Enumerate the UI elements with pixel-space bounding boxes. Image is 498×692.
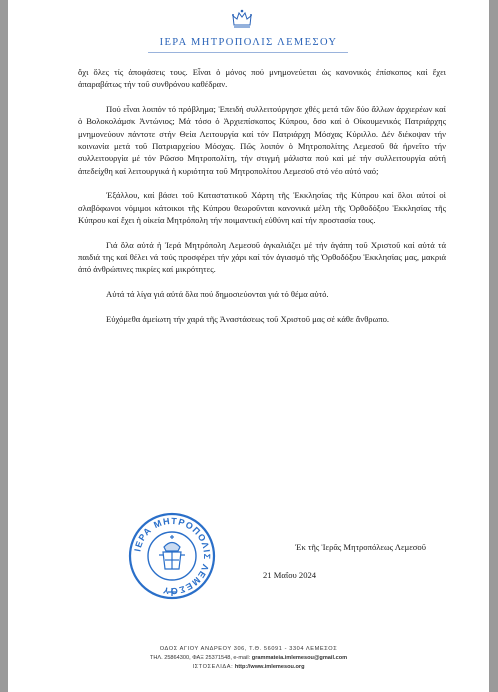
crown-icon — [231, 8, 253, 30]
header-title: ΙΕΡΑ ΜΗΤΡΟΠΟΛΙΣ ΛΕΜΕΣΟΥ — [159, 37, 338, 48]
paragraph-5: Αὐτά τά λίγα γιά αὐτά ὅλα πού δημοσιεύονται γιά τό θέμα αὐτό. — [106, 289, 329, 299]
paragraph-4: Γιά ὅλα αὐτά ἡ Ἱερά Μητρόπολη Λεμεσοῦ ἀγκαλιάζει μέ τήν ἀγάπη τοῦ Χριστοῦ καί αὐτά τά παιδιά της καί θέλει νά τούς προσφέρει τήν χάρι καί τόν ἁγιασμό τῆς Ὀρθοδόξου Ἐκκλησίας μας, μακριά ἀπό ἀνθρώπινες πικρίες καί μικρότητες. — [78, 239, 446, 275]
paragraph-1: ὄχι ὅλες τίς ἀποφάσεις τους. Εἶναι ὁ μόνος πού μνημονεύεται ὡς κανονικός ἐπίσκοπος καί ἔχει ἀπαραβάτως τήν τοῦ συνθρόνου καθέδραν. — [78, 67, 446, 90]
paragraph-6: Εὐχόμεθα ἀμείωτη τήν χαρά τῆς Ἀναστάσεως τοῦ Χριστοῦ μας σέ κάθε ἄνθρωπο. — [106, 313, 390, 324]
letter-body — [78, 66, 446, 337]
letter-page — [8, 0, 489, 692]
signoff-from: Ἐκ τῆς Ἱερᾶς Μητροπόλεως Λεμεσοῦ — [295, 542, 426, 552]
paragraph-3: Ἐξάλλου, καί βάσει τοῦ Καταστατικοῦ Χάρτη τῆς Ἐκκλησίας τῆς Κύπρου καί ὅλοι αὐτοί οἱ σλαβόφωνοι νόμιμοι κάτοικοι τῆς Κύπρου θεωροῦνται κανονικά μέλη τῆς Ὀρθοδόξου Ἐκκλησίας τῆς Κύπρου καί ἔχει ἡ οἰκεία Μητρόπολη τήν ποιμαντική εὐθύνη καί τήν προστασία τους. — [78, 190, 446, 226]
footer-contact — [8, 654, 489, 663]
footer-email[interactable]: grammateia.imlemesou@gmail.com — [251, 655, 348, 661]
metropolis-seal — [127, 511, 217, 601]
footer-web-link[interactable]: http://www.imlemesou.org — [234, 664, 305, 670]
signoff-date: 21 Μαΐου 2024 — [263, 570, 317, 580]
header-divider — [148, 52, 348, 53]
footer-address: ΟΔΟΣ ΑΓΙΟΥ ΑΝΔΡΕΟΥ 306, Τ.Θ. 56091 - 3304 ΛΕΜΕΣΟΣ — [159, 646, 338, 652]
seal-text-path: ΙΕΡΑ ΜΗΤΡΟΠΟΛΙΣ ΛΕΜΕΣΟΥ — [132, 515, 213, 597]
bishop-emblem-icon — [159, 535, 185, 569]
footer-contact-prefix: ΤΗΛ. 25864300, ΦΑΞ 25371548, e-mail: — [149, 655, 251, 661]
footer-web-label: ΙΣΤΟΣΕΛΙΔΑ: — [192, 664, 234, 670]
footer-web — [8, 663, 489, 672]
paragraph-2: Πού εἶναι λοιπόν τό πρόβλημα; Ἐπειδή συλλειτούργησε χθές μετά τῶν δύο ἄλλων ἀρχιερέων καί ὁ Βολοκολάμσκ Ἀντώνιος; Μά τόσο ὁ Ἀρχιεπίσκοπος Κύπρου, ὅσο καί ὁ Οἰκουμενικός Πατριάρχης μνημονεύουν πάντοτε στήν Θεία Λειτουργία καί τόν Πατριάρχη Μόσχας Κύριλλο. Δέν διέκοψαν τήν κοινωνία μετά τοῦ Πατριαρχείου Μόσχας. Πῶς λοιπόν ὁ Μητροπολίτης Λεμεσοῦ θά ἠρνεῖτο τήν συλλειτουργία μέ τόν Ρῶσσο Μητροπολίτη, τήν στιγμή μάλιστα πού καί μέ τήν συλλειτουργία αὐτή ἀπεδείχθη καί λειτουργικά ἡ κυριότητα τοῦ Μητροπολίτου Λεμεσοῦ στό νέο αὐτό ναό; — [78, 103, 446, 176]
footer — [8, 645, 489, 672]
